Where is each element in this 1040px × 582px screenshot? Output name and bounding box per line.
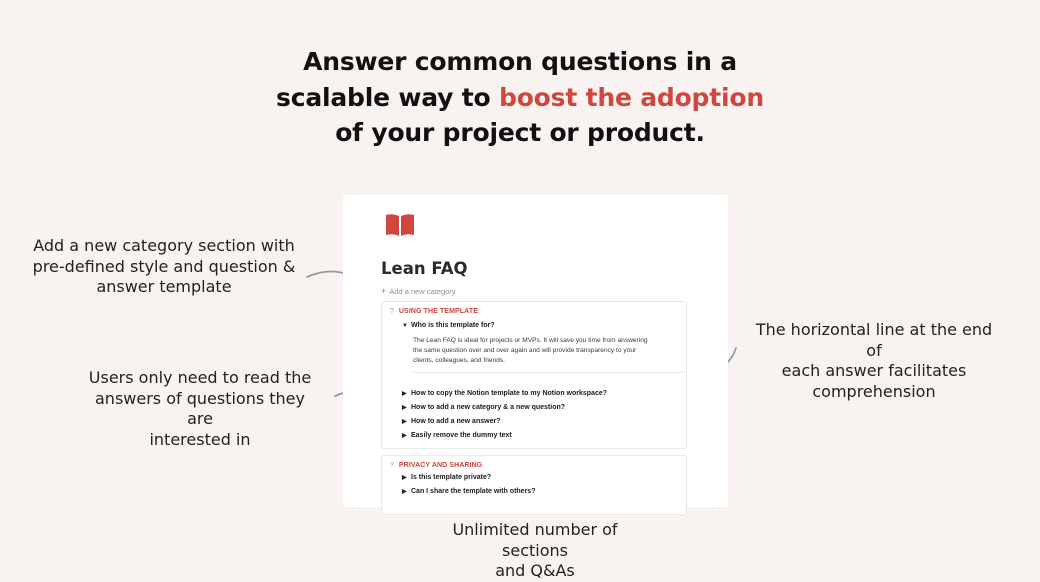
question-label: Easily remove the dummy text — [411, 432, 512, 439]
headline-line-2 — [0, 80, 1040, 116]
triangle-right-icon: ▶ — [402, 405, 407, 411]
annotation-line: and Q&As — [495, 561, 575, 580]
triangle-right-icon: ▶ — [402, 419, 407, 425]
faq-section-using-template — [381, 301, 687, 449]
headline — [0, 44, 1040, 151]
triangle-right-icon: ▶ — [402, 391, 407, 397]
book-icon — [385, 213, 415, 237]
answer-line: clients, colleagues, and friends. — [413, 357, 506, 364]
annotation-line: comprehension — [812, 381, 936, 401]
toggle-question[interactable] — [402, 404, 565, 411]
toggle-question[interactable] — [402, 474, 491, 481]
toggle-question-open[interactable] — [402, 322, 495, 329]
annotation-line: Users only need to read the — [88, 368, 312, 387]
answer-text — [413, 336, 681, 366]
question-mark-icon: ? — [390, 462, 394, 469]
question-label: How to add a new answer? — [411, 418, 501, 425]
triangle-right-icon: ▶ — [402, 433, 407, 439]
triangle-right-icon: ▶ — [402, 475, 407, 481]
annotation-line: interested in — [149, 429, 251, 449]
annotation-line: pre-defined style and question & — [32, 256, 296, 276]
notion-page-card — [343, 195, 728, 507]
triangle-right-icon: ▶ — [402, 489, 407, 495]
headline-line-1: Answer common questions in a — [303, 47, 737, 76]
answer-line: the same question over and over again and will provide transparency to your — [413, 347, 637, 354]
answer-line: The Lean FAQ is ideal for projects or MVPs. It will save you time from answering — [413, 337, 648, 344]
annotation-line: The horizontal line at the end of — [755, 320, 993, 360]
annotation-add-category — [30, 236, 298, 298]
section-header — [390, 462, 482, 469]
question-label: Can I share the template with others? — [411, 488, 536, 495]
question-label: Is this template private? — [411, 474, 492, 481]
plus-icon: + — [381, 286, 387, 296]
annotation-users — [80, 368, 320, 450]
annotation-line: answer template — [96, 277, 232, 296]
add-category-label: Add a new category — [389, 287, 456, 296]
faq-section-privacy — [381, 455, 687, 515]
annotation-line: answers of questions they are — [95, 388, 305, 428]
add-category-button[interactable] — [381, 286, 456, 296]
question-label: Who is this template for? — [411, 322, 495, 329]
triangle-down-icon: ▼ — [402, 323, 408, 329]
question-label: How to copy the Notion template to my Notion workspace? — [411, 390, 608, 397]
annotation-horizontal-line — [748, 320, 1000, 402]
question-mark-icon: ? — [390, 308, 394, 315]
section-title: PRIVACY AND SHARING — [398, 462, 483, 469]
toggle-question[interactable] — [402, 488, 535, 495]
toggle-question[interactable] — [402, 418, 500, 425]
annotation-unlimited — [420, 520, 650, 582]
section-header — [390, 308, 478, 315]
page-title: Lean FAQ — [381, 259, 468, 278]
toggle-question[interactable] — [402, 390, 607, 397]
toggle-question[interactable] — [402, 432, 512, 439]
annotation-line: each answer facilitates — [781, 361, 967, 380]
headline-line-2-text: scalable way to — [276, 82, 500, 112]
headline-line-3: of your project or product. — [335, 118, 705, 147]
annotation-line: Unlimited number of sections — [452, 520, 618, 560]
section-title: USING THE TEMPLATE — [398, 308, 478, 315]
answer-divider — [413, 372, 683, 373]
question-label: How to add a new category & a new question? — [411, 404, 566, 411]
headline-accent: boost the adoption — [499, 82, 764, 112]
annotation-line: Add a new category section with — [33, 236, 295, 255]
